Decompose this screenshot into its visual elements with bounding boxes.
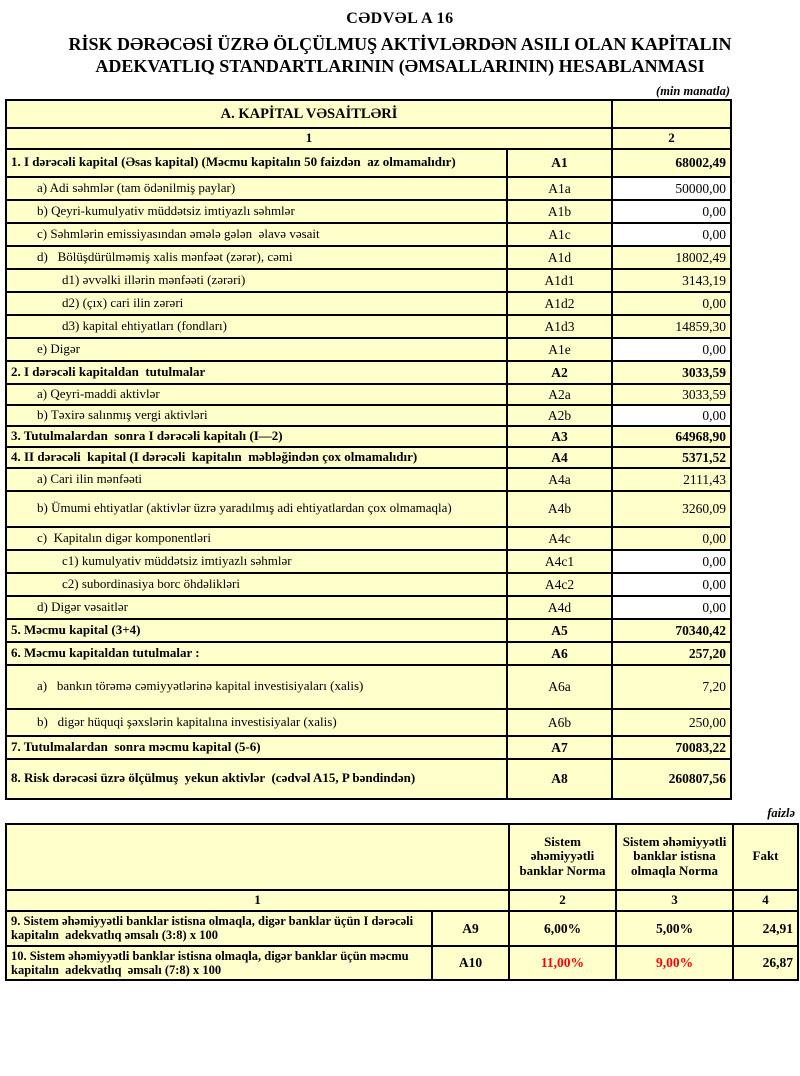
row-label: b) Təxirə salınmış vergi aktivləri: [6, 405, 507, 426]
row-code: A10: [432, 946, 509, 981]
row-value: 3143,19: [612, 269, 731, 292]
table-row: [6, 384, 731, 405]
table-row: [6, 361, 731, 384]
row-code: A1d1: [507, 269, 612, 292]
row-code: A6: [507, 642, 612, 665]
row-code: A1a: [507, 177, 612, 200]
row-label: d3) kapital ehtiyatları (fondları): [6, 315, 507, 338]
row-value: 250,00: [612, 709, 731, 736]
table-row: [6, 665, 731, 709]
row-code: A1b: [507, 200, 612, 223]
table-row: [6, 447, 731, 468]
ratio-col-number-1: 1: [6, 890, 509, 911]
row-label: b) Ümumi ehtiyatlar (aktivlər üzrə yaradılmış adi ehtiyatlardan çox olmamaqla): [6, 491, 507, 527]
row-code: A9: [432, 911, 509, 946]
table-row: [6, 149, 731, 177]
row-label: 8. Risk dərəcəsi üzrə ölçülmuş yekun aktivlər (cədvəl A15, P bəndindən): [6, 759, 507, 799]
row-value: 50000,00: [612, 177, 731, 200]
row-value: 64968,90: [612, 426, 731, 447]
table-row: [6, 736, 731, 759]
row-label: a) Adi səhmlər (tam ödənilmiş paylar): [6, 177, 507, 200]
table-row: [6, 759, 731, 799]
row-value: 0,00: [612, 292, 731, 315]
row-label: d1) əvvəlki illərin mənfəəti (zərəri): [6, 269, 507, 292]
document-title: [0, 34, 800, 78]
row-label: 7. Tutulmalardan sonra məcmu kapital (5-6): [6, 736, 507, 759]
row-value: 0,00: [612, 550, 731, 573]
table-row: [6, 177, 731, 200]
row-label: d) Bölüşdürülməmiş xalis mənfəət (zərər), cəmi: [6, 246, 507, 269]
row-label: a) Qeyri-maddi aktivlər: [6, 384, 507, 405]
capital-header-empty-cell: [612, 100, 731, 128]
ratio-col-number-3: 3: [616, 890, 733, 911]
ratio-header-sys-norma: Sistem əhəmiyyətli banklar Norma: [509, 824, 616, 890]
row-value: 0,00: [612, 200, 731, 223]
document-title-line1: RİSK DƏRƏCƏSİ ÜZRƏ ÖLÇÜLMUŞ AKTİVLƏRDƏN ASILI OLAN KAPİTALIN: [68, 34, 732, 54]
row-code: A4b: [507, 491, 612, 527]
table-row: [6, 527, 731, 550]
row-label: 1. I dərəcəli kapital (Əsas kapital) (Məcmu kapitalın 50 faizdən az olmamalıdır): [6, 149, 507, 177]
row-code: A4c2: [507, 573, 612, 596]
col-number-1: 1: [6, 128, 612, 149]
table-row: [6, 491, 731, 527]
col-number-2: 2: [612, 128, 731, 149]
row-code: A2a: [507, 384, 612, 405]
row-code: A5: [507, 619, 612, 642]
unit-note-min-manatla: (min manatla): [656, 83, 730, 98]
row-label: a) Cari ilin mənfəəti: [6, 468, 507, 491]
row-code: A1d2: [507, 292, 612, 315]
row-code: A4d: [507, 596, 612, 619]
row-value: 0,00: [612, 573, 731, 596]
row-value: 0,00: [612, 338, 731, 361]
ratio-col-number-2: 2: [509, 890, 616, 911]
row-label: d) Digər vəsaitlər: [6, 596, 507, 619]
ratio-table: [5, 823, 799, 982]
row-label: 6. Məcmu kapitaldan tutulmalar :: [6, 642, 507, 665]
capital-table-header-row: [6, 100, 731, 128]
row-value: 3033,59: [612, 361, 731, 384]
row-label: a) bankın törəmə cəmiyyətlərinə kapital investisiyaları (xalis): [6, 665, 507, 709]
row-norm-sys: 6,00%: [509, 911, 616, 946]
row-value: 0,00: [612, 405, 731, 426]
row-label: 9. Sistem əhəmiyyətli banklar istisna olmaqla, digər banklar üçün I dərəcəli kapitalın adekvatlıq əmsalı (3:8) x 100: [6, 911, 432, 946]
document-header: [0, 0, 800, 78]
row-code: A6a: [507, 665, 612, 709]
row-value: 0,00: [612, 223, 731, 246]
row-norm-sys: 11,00%: [509, 946, 616, 981]
row-code: A1c: [507, 223, 612, 246]
table-row: [6, 619, 731, 642]
row-label: 5. Məcmu kapital (3+4): [6, 619, 507, 642]
row-value: 260807,56: [612, 759, 731, 799]
row-value: 18002,49: [612, 246, 731, 269]
table-row: [6, 550, 731, 573]
row-value: 0,00: [612, 527, 731, 550]
capital-table-numbering-row: [6, 128, 731, 149]
row-code: A4: [507, 447, 612, 468]
table-row: [6, 246, 731, 269]
row-value: 70083,22: [612, 736, 731, 759]
row-code: A1d3: [507, 315, 612, 338]
table-row: [6, 269, 731, 292]
row-label: 4. II dərəcəli kapital (I dərəcəli kapitalın məbləğindən çox olmamalıdır): [6, 447, 507, 468]
table-row: [6, 426, 731, 447]
row-fakt: 26,87: [733, 946, 798, 981]
row-value: 7,20: [612, 665, 731, 709]
table-row: [6, 405, 731, 426]
ratio-header-excl-norma: Sistem əhəmiyyətli banklar istisna olmaqla Norma: [616, 824, 733, 890]
table-row: [6, 596, 731, 619]
row-code: A4c1: [507, 550, 612, 573]
unit-note-faizle: faizlə: [767, 805, 795, 820]
row-code: A3: [507, 426, 612, 447]
row-code: A2b: [507, 405, 612, 426]
row-code: A4a: [507, 468, 612, 491]
row-code: A7: [507, 736, 612, 759]
row-value: 5371,52: [612, 447, 731, 468]
table-row: [6, 200, 731, 223]
row-value: 70340,42: [612, 619, 731, 642]
row-code: A1d: [507, 246, 612, 269]
row-label: c2) subordinasiya borc öhdəlikləri: [6, 573, 507, 596]
table-row: [6, 338, 731, 361]
row-value: 257,20: [612, 642, 731, 665]
row-code: A2: [507, 361, 612, 384]
table-row: [6, 709, 731, 736]
row-value: 0,00: [612, 596, 731, 619]
row-value: 3260,09: [612, 491, 731, 527]
row-code: A6b: [507, 709, 612, 736]
table-row: [6, 946, 798, 981]
table-row: [6, 468, 731, 491]
capital-table: [5, 99, 732, 800]
ratio-table-header-row: [6, 824, 798, 890]
row-value: 2111,43: [612, 468, 731, 491]
row-value: 3033,59: [612, 384, 731, 405]
row-code: A4c: [507, 527, 612, 550]
table-row: [6, 573, 731, 596]
row-code: A1e: [507, 338, 612, 361]
table-row: [6, 292, 731, 315]
row-label: 3. Tutulmalardan sonra I dərəcəli kapitalı (I—2): [6, 426, 507, 447]
table-number-title: CƏDVƏL A 16: [346, 10, 454, 27]
document-title-line2: ADEKVATLIQ STANDARTLARININ (ƏMSALLARININ) HESABLANMASI: [95, 55, 705, 76]
ratio-header-empty-cell: [6, 824, 509, 890]
row-label: b) digər hüquqi şəxslərin kapitalına investisiyalar (xalis): [6, 709, 507, 736]
row-label: 10. Sistem əhəmiyyətli banklar istisna olmaqla, digər banklar üçün məcmu kapitalın adekvatlıq əmsalı (7:8) x 100: [6, 946, 432, 981]
row-label: c) Kapitalın digər komponentləri: [6, 527, 507, 550]
row-value: 14859,30: [612, 315, 731, 338]
table-row: [6, 315, 731, 338]
row-code: A1: [507, 149, 612, 177]
row-label: 2. I dərəcəli kapitaldan tutulmalar: [6, 361, 507, 384]
row-value: 68002,49: [612, 149, 731, 177]
ratio-header-fakt: Fakt: [733, 824, 798, 890]
ratio-col-number-4: 4: [733, 890, 798, 911]
row-fakt: 24,91: [733, 911, 798, 946]
row-label: c1) kumulyativ müddətsiz imtiyazlı səhmlər: [6, 550, 507, 573]
table-row: [6, 223, 731, 246]
row-label: b) Qeyri-kumulyativ müddətsiz imtiyazlı səhmlər: [6, 200, 507, 223]
capital-section-header: A. KAPİTAL VƏSAİTLƏRİ: [6, 100, 612, 128]
row-norm-excl: 5,00%: [616, 911, 733, 946]
table-row: [6, 642, 731, 665]
table-row: [6, 911, 798, 946]
row-label: c) Səhmlərin emissiyasından əmələ gələn əlavə vəsait: [6, 223, 507, 246]
row-label: e) Digər: [6, 338, 507, 361]
row-label: d2) (çıx) cari ilin zərəri: [6, 292, 507, 315]
row-norm-excl: 9,00%: [616, 946, 733, 981]
row-code: A8: [507, 759, 612, 799]
ratio-table-numbering-row: [6, 890, 798, 911]
